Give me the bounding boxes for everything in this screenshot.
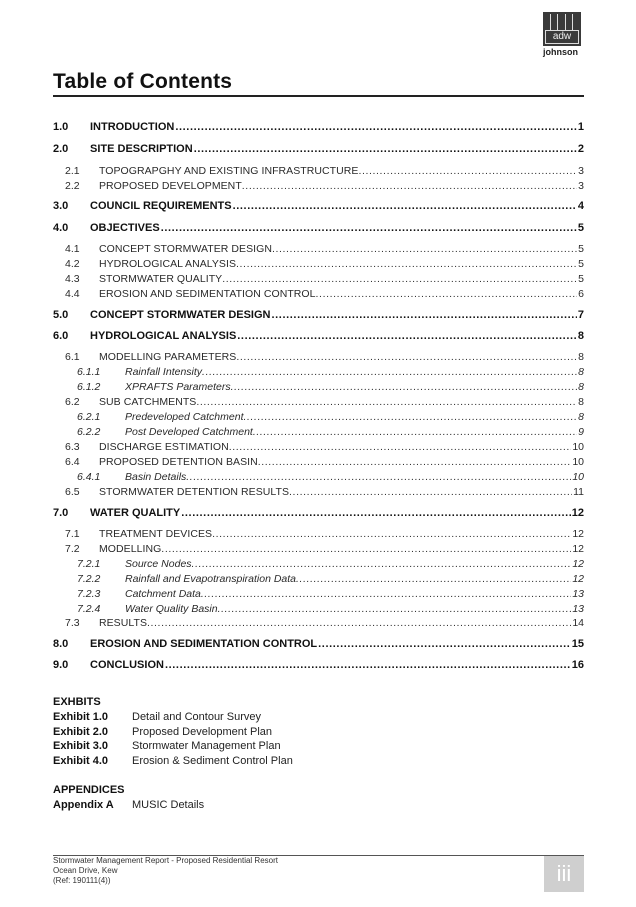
toc-entry[interactable] <box>53 165 584 179</box>
toc-entry-page: 2 <box>577 143 584 155</box>
toc-dot-leader <box>272 243 577 255</box>
company-logo <box>543 12 583 57</box>
logo-mark-text: adw <box>545 30 579 44</box>
footer-report-title: Stormwater Management Report - Proposed Residential Resort <box>53 856 278 865</box>
toc-entry[interactable] <box>53 543 584 557</box>
item-value: MUSIC Details <box>132 799 205 811</box>
toc-entry-number: 2.1 <box>65 165 80 177</box>
toc-entry-label: COUNCIL REQUIREMENTS <box>90 200 232 212</box>
toc-entry-page: 8 <box>578 396 584 408</box>
toc-entry-page: 13 <box>572 588 584 600</box>
toc-entry[interactable] <box>53 659 584 673</box>
toc-entry[interactable] <box>53 528 584 542</box>
toc-entry-label: OBJECTIVES <box>90 222 160 234</box>
toc-dot-leader <box>175 121 577 133</box>
toc-entry-number: 7.2.4 <box>77 603 101 615</box>
toc-entry-number: 7.0 <box>53 507 69 519</box>
toc-entry-label: WATER QUALITY <box>90 507 181 519</box>
toc-entry-label: CONCEPT STORMWATER DESIGN <box>99 243 272 255</box>
toc-entry-page: 9 <box>578 426 584 438</box>
toc-dot-leader <box>242 180 577 192</box>
toc-entry-label: CONCEPT STORMWATER DESIGN <box>90 309 271 321</box>
toc-entry-label: Post Developed Catchment <box>125 426 253 438</box>
toc-dot-leader <box>258 456 572 468</box>
toc-entry-number: 2.2 <box>65 180 80 192</box>
toc-entry-number: 7.1 <box>65 528 80 540</box>
toc-entry-label: HYDROLOGICAL ANALYSIS <box>99 258 237 270</box>
toc-entry-page: 8 <box>578 366 584 378</box>
toc-entry[interactable] <box>53 486 584 500</box>
toc-entry-page: 8 <box>578 351 584 363</box>
footer-reference: (Ref: 190111(4)) <box>53 876 111 885</box>
toc-entry-page: 10 <box>572 471 584 483</box>
toc-dot-leader <box>236 258 577 270</box>
toc-dot-leader <box>289 486 572 498</box>
item-key: Exhibit 2.0 <box>53 725 109 738</box>
toc-entry-page: 8 <box>578 381 584 393</box>
toc-dot-leader <box>233 200 577 212</box>
toc-entry[interactable] <box>53 573 584 587</box>
toc-dot-leader <box>212 528 571 540</box>
toc-entry-label: Source Nodes <box>125 558 192 570</box>
toc-entry-number: 4.2 <box>65 258 80 270</box>
toc-dot-leader <box>296 573 571 585</box>
toc-entry-label: TREATMENT DEVICES <box>99 528 213 540</box>
toc-entry-label: Rainfall Intensity <box>125 366 203 378</box>
toc-entry-label: EROSION AND SEDIMENTATION CONTROL <box>90 638 318 650</box>
toc-entry-number: 4.0 <box>53 222 69 234</box>
toc-dot-leader <box>237 330 577 342</box>
toc-entry-page: 8 <box>578 411 584 423</box>
toc-dot-leader <box>202 366 577 378</box>
toc-entry-label: CONCLUSION <box>90 659 164 671</box>
toc-entry-page: 6 <box>578 288 584 300</box>
toc-entry-page: 3 <box>578 180 584 192</box>
toc-entry-page: 11 <box>573 486 584 498</box>
toc-entry-label: STORMWATER QUALITY <box>99 273 223 285</box>
toc-entry-number: 6.2 <box>65 396 80 408</box>
toc-entry-page: 12 <box>571 507 584 519</box>
footer <box>53 856 278 886</box>
toc-dot-leader <box>272 309 577 321</box>
toc-dot-leader <box>186 471 571 483</box>
toc-entry[interactable] <box>53 456 584 470</box>
toc-entry[interactable] <box>53 309 584 323</box>
toc-entry-page: 15 <box>571 638 584 650</box>
toc-entry-number: 4.4 <box>65 288 80 300</box>
toc-entry-page: 13 <box>572 603 584 615</box>
toc-entry-number: 8.0 <box>53 638 69 650</box>
toc-entry[interactable] <box>53 258 584 272</box>
toc-entry-number: 7.2.1 <box>77 558 101 570</box>
toc-entry-page: 4 <box>577 200 584 212</box>
toc-dot-leader <box>218 603 572 615</box>
toc-dot-leader <box>253 426 577 438</box>
toc-entry[interactable] <box>53 351 584 365</box>
appendix-item <box>53 799 204 813</box>
toc-dot-leader <box>196 396 577 408</box>
page-title: Table of Contents <box>53 70 233 93</box>
exhibit-item <box>53 726 272 740</box>
toc-dot-leader <box>192 558 572 570</box>
toc-entry-label: Basin Details <box>125 471 187 483</box>
toc-entry-number: 7.2.3 <box>77 588 101 600</box>
toc-entry[interactable] <box>53 121 584 135</box>
toc-entry[interactable] <box>53 426 584 440</box>
toc-entry[interactable] <box>53 200 584 214</box>
toc-entry-label: MODELLING PARAMETERS <box>99 351 237 363</box>
toc-dot-leader <box>165 659 571 671</box>
toc-entry-number: 4.1 <box>65 243 80 255</box>
item-value: Stormwater Management Plan <box>132 740 281 752</box>
toc-entry[interactable] <box>53 617 584 631</box>
toc-entry-page: 14 <box>572 617 584 629</box>
toc-entry-label: Water Quality Basin <box>125 603 218 615</box>
toc-entry-label: Catchment Data <box>125 588 201 600</box>
toc-entry[interactable] <box>53 222 584 236</box>
toc-entry-number: 6.2.2 <box>77 426 101 438</box>
toc-dot-leader <box>318 638 571 650</box>
toc-entry-label: XPRAFTS Parameters <box>125 381 231 393</box>
toc-dot-leader <box>161 543 571 555</box>
item-value: Proposed Development Plan <box>132 725 273 738</box>
toc-entry-label: RESULTS <box>99 617 147 629</box>
toc-entry-number: 7.2 <box>65 543 80 555</box>
toc-entry-label: EROSION AND SEDIMENTATION CONTROL <box>99 288 316 300</box>
toc-dot-leader <box>231 381 578 393</box>
exhibit-item <box>53 740 281 754</box>
toc-entry-page: 1 <box>577 121 584 133</box>
toc-dot-leader <box>194 143 577 155</box>
toc-dot-leader <box>147 617 571 629</box>
toc-entry-page: 10 <box>572 456 584 468</box>
toc-entry-label: SUB CATCHMENTS <box>99 396 197 408</box>
toc-entry-label: PROPOSED DEVELOPMENT <box>99 180 242 192</box>
item-key: Exhibit 1.0 <box>53 711 109 723</box>
item-value: Detail and Contour Survey <box>132 711 262 723</box>
toc-entry[interactable] <box>53 396 584 410</box>
toc-entry-number: 6.3 <box>65 441 80 453</box>
toc-entry-label: Predeveloped Catchment <box>125 411 244 423</box>
toc-entry-page: 5 <box>578 258 584 270</box>
toc-entry-page: 3 <box>578 165 584 177</box>
toc-entry[interactable] <box>53 638 584 652</box>
toc-entry-number: 9.0 <box>53 659 69 671</box>
toc-dot-leader <box>201 588 571 600</box>
toc-dot-leader <box>222 273 577 285</box>
exhibits-heading: EXHBITS <box>53 696 101 708</box>
toc-entry-label: MODELLING <box>99 543 162 555</box>
toc-entry-page: 12 <box>572 528 584 540</box>
logo-mark <box>543 12 581 46</box>
toc-entry-number: 6.0 <box>53 330 69 342</box>
toc-entry-number: 1.0 <box>53 121 69 133</box>
toc-entry-number: 6.1.1 <box>77 366 101 378</box>
toc-entry-number: 7.2.2 <box>77 573 101 585</box>
toc-entry-page: 10 <box>572 441 584 453</box>
title-divider <box>53 95 584 97</box>
toc-entry[interactable] <box>53 288 584 302</box>
toc-entry-page: 12 <box>572 558 584 570</box>
item-key: Appendix A <box>53 799 114 811</box>
toc-entry[interactable] <box>53 180 584 194</box>
toc-entry-label: TOPOGRAPGHY AND EXISTING INFRASTRUCTURE <box>99 165 359 177</box>
toc-entry-number: 2.0 <box>53 143 69 155</box>
toc-entry-number: 4.3 <box>65 273 80 285</box>
toc-entry-label: SITE DESCRIPTION <box>90 143 193 155</box>
toc-entry-label: INTRODUCTION <box>90 121 175 133</box>
toc-entry-page: 7 <box>577 309 584 321</box>
toc-dot-leader <box>236 351 577 363</box>
toc-entry-label: Rainfall and Evapotranspiration Data <box>125 573 297 585</box>
toc-entry[interactable] <box>53 273 584 287</box>
toc-entry-page: 5 <box>577 222 584 234</box>
toc-dot-leader <box>316 288 578 300</box>
toc-entry[interactable] <box>53 411 584 425</box>
item-value: Erosion & Sediment Control Plan <box>132 754 293 767</box>
toc-entry-label: HYDROLOGICAL ANALYSIS <box>90 330 237 342</box>
toc-dot-leader <box>181 507 571 519</box>
toc-entry-number: 7.3 <box>65 617 80 629</box>
toc-entry-number: 6.4 <box>65 456 80 468</box>
toc-entry-page: 12 <box>572 573 584 585</box>
item-key: Exhibit 3.0 <box>53 740 109 752</box>
toc-entry-number: 6.1.2 <box>77 381 101 393</box>
toc-entry-page: 5 <box>578 273 584 285</box>
toc-entry[interactable] <box>53 243 584 257</box>
toc-entry-number: 6.2.1 <box>77 411 101 423</box>
toc-entry-number: 5.0 <box>53 309 69 321</box>
toc-entry[interactable] <box>53 381 584 395</box>
toc-entry-page: 8 <box>577 330 584 342</box>
toc-entry[interactable] <box>53 603 584 617</box>
toc-dot-leader <box>229 441 572 453</box>
exhibit-item <box>53 711 261 725</box>
toc-entry-label: DISCHARGE ESTIMATION <box>99 441 229 453</box>
toc-entry[interactable] <box>53 330 584 344</box>
toc-entry[interactable] <box>53 588 584 602</box>
item-key: Exhibit 4.0 <box>53 754 109 767</box>
toc-entry[interactable] <box>53 366 584 380</box>
toc-dot-leader <box>358 165 577 177</box>
exhibit-item <box>53 755 293 769</box>
toc-entry[interactable] <box>53 558 584 572</box>
appendices-heading: APPENDICES <box>53 784 125 796</box>
toc-dot-leader <box>244 411 578 423</box>
toc-entry[interactable] <box>53 507 584 521</box>
toc-entry-number: 6.1 <box>65 351 80 363</box>
toc-entry-number: 3.0 <box>53 200 69 212</box>
toc-entry-label: STORMWATER DETENTION RESULTS <box>99 486 290 498</box>
toc-entry-page: 5 <box>578 243 584 255</box>
toc-entry[interactable] <box>53 471 584 485</box>
toc-entry-number: 6.4.1 <box>77 471 101 483</box>
toc-entry-page: 16 <box>571 659 584 671</box>
footer-location: Ocean Drive, Kew <box>53 866 118 875</box>
toc-entry-page: 12 <box>572 543 584 555</box>
page-number: iii <box>544 856 584 892</box>
toc-entry[interactable] <box>53 441 584 455</box>
toc-entry-label: PROPOSED DETENTION BASIN <box>99 456 258 468</box>
toc-entry[interactable] <box>53 143 584 157</box>
logo-name: johnson <box>543 47 578 57</box>
toc-dot-leader <box>161 222 577 234</box>
toc-entry-number: 6.5 <box>65 486 80 498</box>
